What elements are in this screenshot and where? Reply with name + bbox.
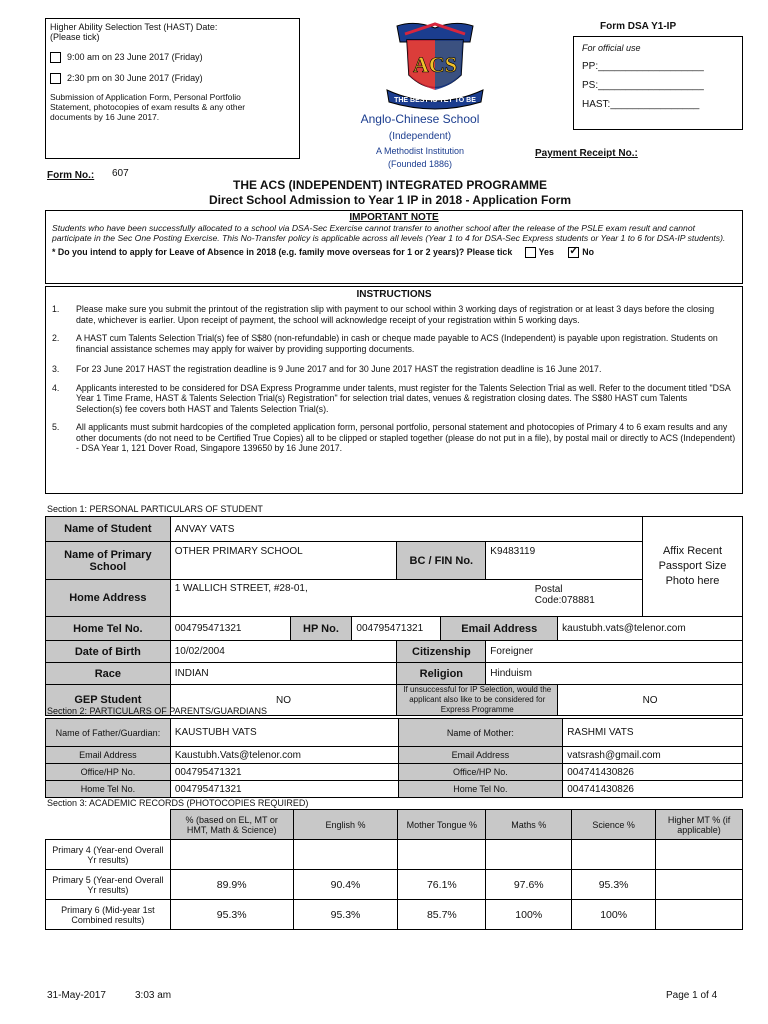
address-cell[interactable] — [170, 580, 642, 617]
father-office-label: Office/HP No. — [46, 764, 171, 781]
school-founded: (Founded 1886) — [387, 159, 453, 169]
tel-label: Home Tel No. — [46, 617, 171, 641]
instruction-number: 3. — [52, 364, 60, 374]
gep-label: GEP Student — [46, 685, 171, 716]
race-label: Race — [46, 663, 171, 685]
tel-value[interactable]: 004795471321 — [170, 617, 290, 641]
official-use-box — [573, 36, 743, 130]
academic-score[interactable]: 95.3% — [572, 870, 656, 900]
instruction-text: A HAST cum Talents Selection Trial(s) fee of S$80 (non-refundable) in cash or cheque made payable to ACS (Independent) is payable upon registration. Students on financial assistance schemes may apply for waiver by providing supporting documents. — [76, 333, 718, 354]
checkbox[interactable] — [50, 52, 61, 63]
yes-checkbox[interactable] — [525, 247, 536, 258]
crest-letters: ACS — [412, 52, 458, 77]
leave-question: * Do you intend to apply for Leave of Absence in 2018 (e.g. family move overseas for 1 or 2 years)? Please tick — [52, 247, 513, 257]
academic-score[interactable] — [656, 870, 743, 900]
mother-office[interactable]: 004741430826 — [563, 764, 743, 781]
hast-date-box — [45, 18, 300, 159]
instruction-item — [52, 383, 736, 415]
mother-email[interactable]: vatsrash@gmail.com — [563, 747, 743, 764]
academic-score[interactable] — [398, 840, 486, 870]
academic-score[interactable] — [656, 840, 743, 870]
important-note-box — [45, 210, 743, 284]
academic-row-label: Primary 6 (Mid-year 1st Combined results) — [46, 900, 171, 930]
crest-motto: THE BEST IS YET TO BE — [394, 97, 476, 104]
religion-label: Religion — [397, 663, 486, 685]
title-programme: THE ACS (INDEPENDENT) INTEGRATED PROGRAMME — [232, 178, 547, 192]
academic-header: English % — [293, 810, 398, 840]
instruction-number: 2. — [52, 333, 60, 343]
express-value[interactable]: NO — [558, 685, 743, 716]
hast-field: HAST:________________ — [582, 99, 700, 110]
pp-field: PP:___________________ — [582, 61, 704, 72]
mother-email-label: Email Address — [398, 747, 563, 764]
academic-score[interactable] — [293, 840, 398, 870]
dob-label: Date of Birth — [46, 641, 171, 663]
academic-row — [46, 840, 743, 870]
section1-title: Section 1: PERSONAL PARTICULARS OF STUDENT — [47, 504, 263, 514]
section3-title: Section 3: ACADEMIC RECORDS (PHOTOCOPIES REQUIRED) — [47, 798, 309, 808]
instructions-box — [45, 286, 743, 494]
citizenship-value[interactable]: Foreigner — [486, 641, 743, 663]
mother-home[interactable]: 004741430826 — [563, 781, 743, 798]
official-label: For official use — [582, 43, 641, 53]
father-office[interactable]: 004795471321 — [170, 764, 398, 781]
hast-subtitle: (Please tick) — [50, 32, 100, 42]
dob-value[interactable]: 10/02/2004 — [170, 641, 397, 663]
academic-score[interactable] — [572, 840, 656, 870]
primary-label: Name of Primary School — [46, 542, 171, 580]
mother-value[interactable]: RASHMI VATS — [563, 719, 743, 747]
form-code: Form DSA Y1-IP — [600, 21, 677, 32]
academic-row — [46, 870, 743, 900]
option-label: 9:00 am on 23 June 2017 (Friday) — [67, 52, 203, 62]
father-home[interactable]: 004795471321 — [170, 781, 398, 798]
instruction-text: Please make sure you submit the printout of the registration slip with payment to our school within 3 working days of registration or at least 3 days before the closing date, whichever is earlier. Upon receipt of payment, the school will acknowledge receipt of your registration within 5 working days. — [76, 304, 715, 325]
academic-score[interactable] — [486, 840, 572, 870]
academic-header: Science % — [572, 810, 656, 840]
option-label: 2:30 pm on 30 June 2017 (Friday) — [67, 73, 203, 84]
mother-label: Name of Mother: — [398, 719, 563, 747]
no-label: No — [582, 247, 595, 257]
form-no-value: 607 — [112, 168, 129, 179]
hast-option-1[interactable] — [50, 52, 295, 63]
postal-code: Postal Code:078881 — [534, 584, 595, 606]
student-particulars-table — [45, 516, 743, 716]
instruction-item — [52, 333, 736, 354]
instruction-item — [52, 364, 736, 375]
hast-option-2[interactable] — [50, 73, 295, 84]
parents-table — [45, 718, 743, 798]
instruction-number: 1. — [52, 304, 60, 314]
checkbox[interactable] — [50, 73, 61, 84]
religion-value[interactable]: Hinduism — [486, 663, 743, 685]
school-crest — [385, 20, 485, 112]
academic-score[interactable]: 95.3% — [170, 900, 293, 930]
leave-of-absence-row — [52, 247, 736, 258]
father-value[interactable]: KAUSTUBH VATS — [170, 719, 398, 747]
father-email[interactable]: Kaustubh.Vats@telenor.com — [170, 747, 398, 764]
email-value[interactable]: kaustubh.vats@telenor.com — [558, 617, 743, 641]
photo-placeholder: Affix Recent Passport Size Photo here — [643, 517, 743, 617]
academic-header: % (based on EL, MT or HMT, Math & Science) — [170, 810, 293, 840]
footer-date: 31-May-2017 — [47, 990, 106, 1001]
academic-score[interactable]: 100% — [486, 900, 572, 930]
school-methodist: A Methodist Institution — [375, 146, 465, 156]
father-label: Name of Father/Guardian: — [46, 719, 171, 747]
address-value: 1 WALLICH STREET, #28-01, — [174, 583, 308, 594]
hast-title: Higher Ability Selection Test (HAST) Date: — [50, 22, 218, 32]
express-label: If unsuccessful for IP Selection, would the applicant also like to be considered for Express Programme — [397, 685, 558, 716]
instruction-number: 4. — [52, 382, 60, 393]
instruction-text: For 23 June 2017 HAST the registration deadline is 9 June 2017 and for 30 June 2017 HAST the registration deadline is 16 June 2017. — [76, 364, 602, 374]
mother-home-label: Home Tel No. — [398, 781, 563, 798]
citizenship-label: Citizenship — [397, 641, 486, 663]
name-label: Name of Student — [46, 517, 171, 542]
instruction-item — [52, 422, 736, 454]
instruction-text: All applicants must submit hardcopies of the completed application form, personal portfolio, personal statement and photocopies of Primary 4 to 6 exam results and any other documents (do not need to be Certified True Copies) all to be clipped or stapled together (please do not put in a file), by postal mail or directly to ACS (Independent) - DSA Year 1, 121 Dover Road, Singapore 139650 by 16 June 2017. — [76, 422, 736, 453]
school-independent: (Independent) — [388, 131, 452, 142]
instruction-item — [52, 304, 736, 325]
academic-score[interactable]: 89.9% — [170, 870, 293, 900]
instruction-number: 5. — [52, 422, 60, 432]
section2-title: Section 2: PARTICULARS OF PARENTS/GUARDIANS — [47, 706, 268, 716]
father-home-label: Home Tel No. — [46, 781, 171, 798]
academic-score[interactable]: 90.4% — [293, 870, 398, 900]
bc-value[interactable]: K9483119 — [486, 542, 643, 580]
academic-score[interactable]: 97.6% — [486, 870, 572, 900]
primary-value[interactable]: OTHER PRIMARY SCHOOL — [170, 542, 397, 580]
important-text: Students who have been successfully allocated to a school via DSA-Sec Exercise cannot transfer to another school after the release of the PSLE exam result and cannot participate in the Sec One Posting Exercise. This No-Transfer policy is applicable across all levels (Year 1 to 4 for DSA-Sec Express students or Year 1 to 6 for DSA-IP students). — [52, 223, 726, 243]
academic-score[interactable] — [170, 840, 293, 870]
academic-row-label: Primary 5 (Year-end Overall Yr results) — [46, 870, 171, 900]
academic-row — [46, 900, 743, 930]
corner-cell — [46, 810, 171, 840]
mother-office-label: Office/HP No. — [398, 764, 563, 781]
bc-label: BC / FIN No. — [397, 542, 486, 580]
hp-value[interactable]: 004795471321 — [352, 617, 441, 641]
instructions-list — [52, 304, 736, 454]
academic-header: Maths % — [486, 810, 572, 840]
academic-table — [45, 809, 743, 930]
academic-score[interactable]: 76.1% — [398, 870, 486, 900]
academic-score[interactable]: 85.7% — [398, 900, 486, 930]
hp-label: HP No. — [290, 617, 352, 641]
submission-note: Submission of Application Form, Personal Portfolio Statement, photocopies of exam results & any other documents by 16 June 2017. — [50, 92, 246, 123]
title-dsa: Direct School Admission to Year 1 IP in 2018 - Application Form — [208, 193, 572, 207]
instructions-heading: INSTRUCTIONS — [356, 289, 432, 300]
footer-time: 3:03 am — [135, 990, 172, 1001]
academic-score[interactable] — [656, 900, 743, 930]
no-checkbox[interactable] — [568, 247, 579, 258]
instruction-text: Applicants interested to be considered for DSA Express Programme under talents, must register for the Talents Selection Trial as well. Refer to the document titled "DSA Year 1 Time Frame, HAST & Talents Selection Trial(s) Registration" for selection trial dates, venues & registration closing dates. The S$80 HAST cum Talents Selection(s) fee covers both HAST and Talents Selection Trial(s). — [76, 382, 731, 414]
gep-value[interactable]: NO — [170, 685, 397, 716]
form-no-label: Form No.: — [47, 170, 95, 181]
father-email-label: Email Address — [46, 747, 171, 764]
academic-header: Higher MT % (if applicable) — [656, 810, 743, 840]
academic-score[interactable]: 95.3% — [293, 900, 398, 930]
check-icon: ✓ — [569, 245, 579, 258]
academic-header: Mother Tongue % — [398, 810, 486, 840]
academic-row-label: Primary 4 (Year-end Overall Yr results) — [46, 840, 171, 870]
race-value[interactable]: INDIAN — [170, 663, 397, 685]
yes-label: Yes — [538, 247, 554, 257]
important-heading: IMPORTANT NOTE — [349, 212, 439, 223]
school-name: Anglo-Chinese School — [360, 112, 480, 126]
academic-score[interactable]: 100% — [572, 900, 656, 930]
email-label: Email Address — [441, 617, 558, 641]
address-label: Home Address — [46, 580, 171, 617]
payment-receipt: Payment Receipt No.: — [535, 148, 638, 159]
name-value[interactable]: ANVAY VATS — [170, 517, 642, 542]
footer-page: Page 1 of 4 — [666, 990, 718, 1001]
ps-field: PS:___________________ — [582, 80, 704, 91]
